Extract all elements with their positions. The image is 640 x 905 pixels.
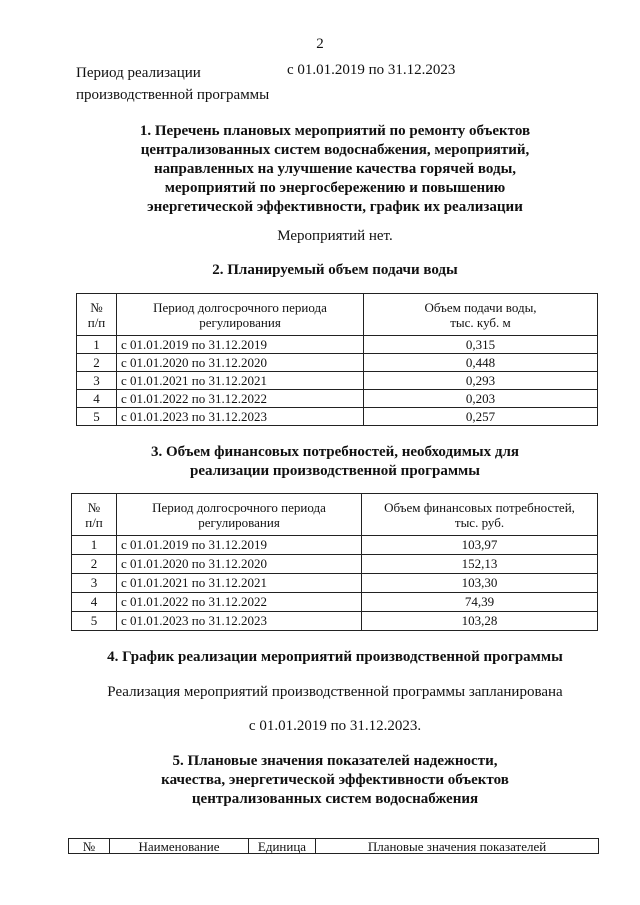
header-unit: Единица (249, 839, 316, 854)
cell-num: 1 (72, 536, 117, 555)
cell-period: с 01.01.2020 по 31.12.2020 (117, 354, 364, 372)
section1-title-line: централизованных систем водоснабжения, мероприятий, (140, 142, 530, 158)
section5-title-line: 5. Плановые значения показателей надежности, (172, 753, 498, 769)
table-row (72, 612, 598, 631)
header-value: Объем финансовых потребностей, тыс. руб. (362, 494, 598, 536)
cell-period: с 01.01.2021 по 31.12.2021 (117, 372, 364, 390)
cell-num: 4 (77, 390, 117, 408)
cell-num: 2 (77, 354, 117, 372)
table-row (72, 536, 598, 555)
page-number: 2 (316, 36, 324, 52)
section2-title: 2. Планируемый объем подачи воды (212, 262, 458, 278)
table-row (77, 336, 598, 354)
period-value: с 01.01.2019 по 31.12.2023 (287, 62, 456, 78)
section1-title (60, 122, 610, 217)
table-row (77, 372, 598, 390)
period-label-line2: производственной программы (76, 87, 270, 103)
section1-title-line: мероприятий по энергосбережению и повышению (164, 180, 506, 196)
header-name: Наименование (110, 839, 249, 854)
table-row (72, 593, 598, 612)
cell-period: с 01.01.2023 по 31.12.2023 (117, 408, 364, 426)
section1-title-line: 1. Перечень плановых мероприятий по ремонту объектов (139, 123, 531, 139)
header-num: № (69, 839, 110, 854)
cell-period: с 01.01.2019 по 31.12.2019 (117, 336, 364, 354)
cell-num: 1 (77, 336, 117, 354)
cell-period: с 01.01.2021 по 31.12.2021 (117, 574, 362, 593)
table-row (77, 408, 598, 426)
table-header-row (72, 494, 598, 536)
cell-value: 103,28 (362, 612, 598, 631)
period-label-line1: Период реализации (76, 65, 201, 81)
cell-value: 0,257 (364, 408, 598, 426)
cell-value: 103,97 (362, 536, 598, 555)
cell-num: 3 (77, 372, 117, 390)
section5-title-line: централизованных систем водоснабжения (191, 791, 479, 807)
period-label (76, 62, 269, 106)
table-row (77, 390, 598, 408)
section3-title-line: 3. Объем финансовых потребностей, необходимых для (150, 444, 520, 460)
header-value: Объем подачи воды, тыс. куб. м (364, 294, 598, 336)
header-planned-values: Плановые значения показателей (316, 839, 599, 854)
cell-period: с 01.01.2023 по 31.12.2023 (117, 612, 362, 631)
cell-value: 152,13 (362, 555, 598, 574)
table-row (72, 574, 598, 593)
financial-needs-table (71, 493, 598, 631)
cell-value: 74,39 (362, 593, 598, 612)
cell-num: 5 (77, 408, 117, 426)
section1-title-line: энергетической эффективности, график их реализации (147, 199, 523, 215)
cell-num: 4 (72, 593, 117, 612)
cell-value: 103,30 (362, 574, 598, 593)
section4-text-line2: с 01.01.2019 по 31.12.2023. (248, 718, 422, 734)
section1-text: Мероприятий нет. (277, 228, 393, 244)
cell-period: с 01.01.2019 по 31.12.2019 (117, 536, 362, 555)
header-period: Период долгосрочного периода регулирования (117, 294, 364, 336)
header-period: Период долгосрочного периода регулирования (117, 494, 362, 536)
cell-period: с 01.01.2020 по 31.12.2020 (117, 555, 362, 574)
table-header-row (69, 839, 599, 854)
section5-title (60, 752, 610, 809)
section3-title (60, 443, 610, 481)
table-row (72, 555, 598, 574)
table-header-row (77, 294, 598, 336)
header-num: № п/п (77, 294, 117, 336)
cell-value: 0,315 (364, 336, 598, 354)
cell-num: 2 (72, 555, 117, 574)
section4-title: 4. График реализации мероприятий производственной программы (107, 649, 563, 665)
cell-value: 0,448 (364, 354, 598, 372)
cell-num: 3 (72, 574, 117, 593)
indicators-table (68, 838, 599, 854)
cell-num: 5 (72, 612, 117, 631)
header-num: № п/п (72, 494, 117, 536)
table-row (77, 354, 598, 372)
section1-title-line: направленных на улучшение качества горячей воды, (153, 161, 517, 177)
water-volume-table (76, 293, 598, 426)
section4-text-line1: Реализация мероприятий производственной программы запланирована (107, 684, 563, 700)
section5-title-line: качества, энергетической эффективности объектов (161, 772, 509, 788)
section3-title-line: реализации производственной программы (190, 463, 480, 479)
cell-value: 0,203 (364, 390, 598, 408)
cell-period: с 01.01.2022 по 31.12.2022 (117, 390, 364, 408)
cell-value: 0,293 (364, 372, 598, 390)
cell-period: с 01.01.2022 по 31.12.2022 (117, 593, 362, 612)
